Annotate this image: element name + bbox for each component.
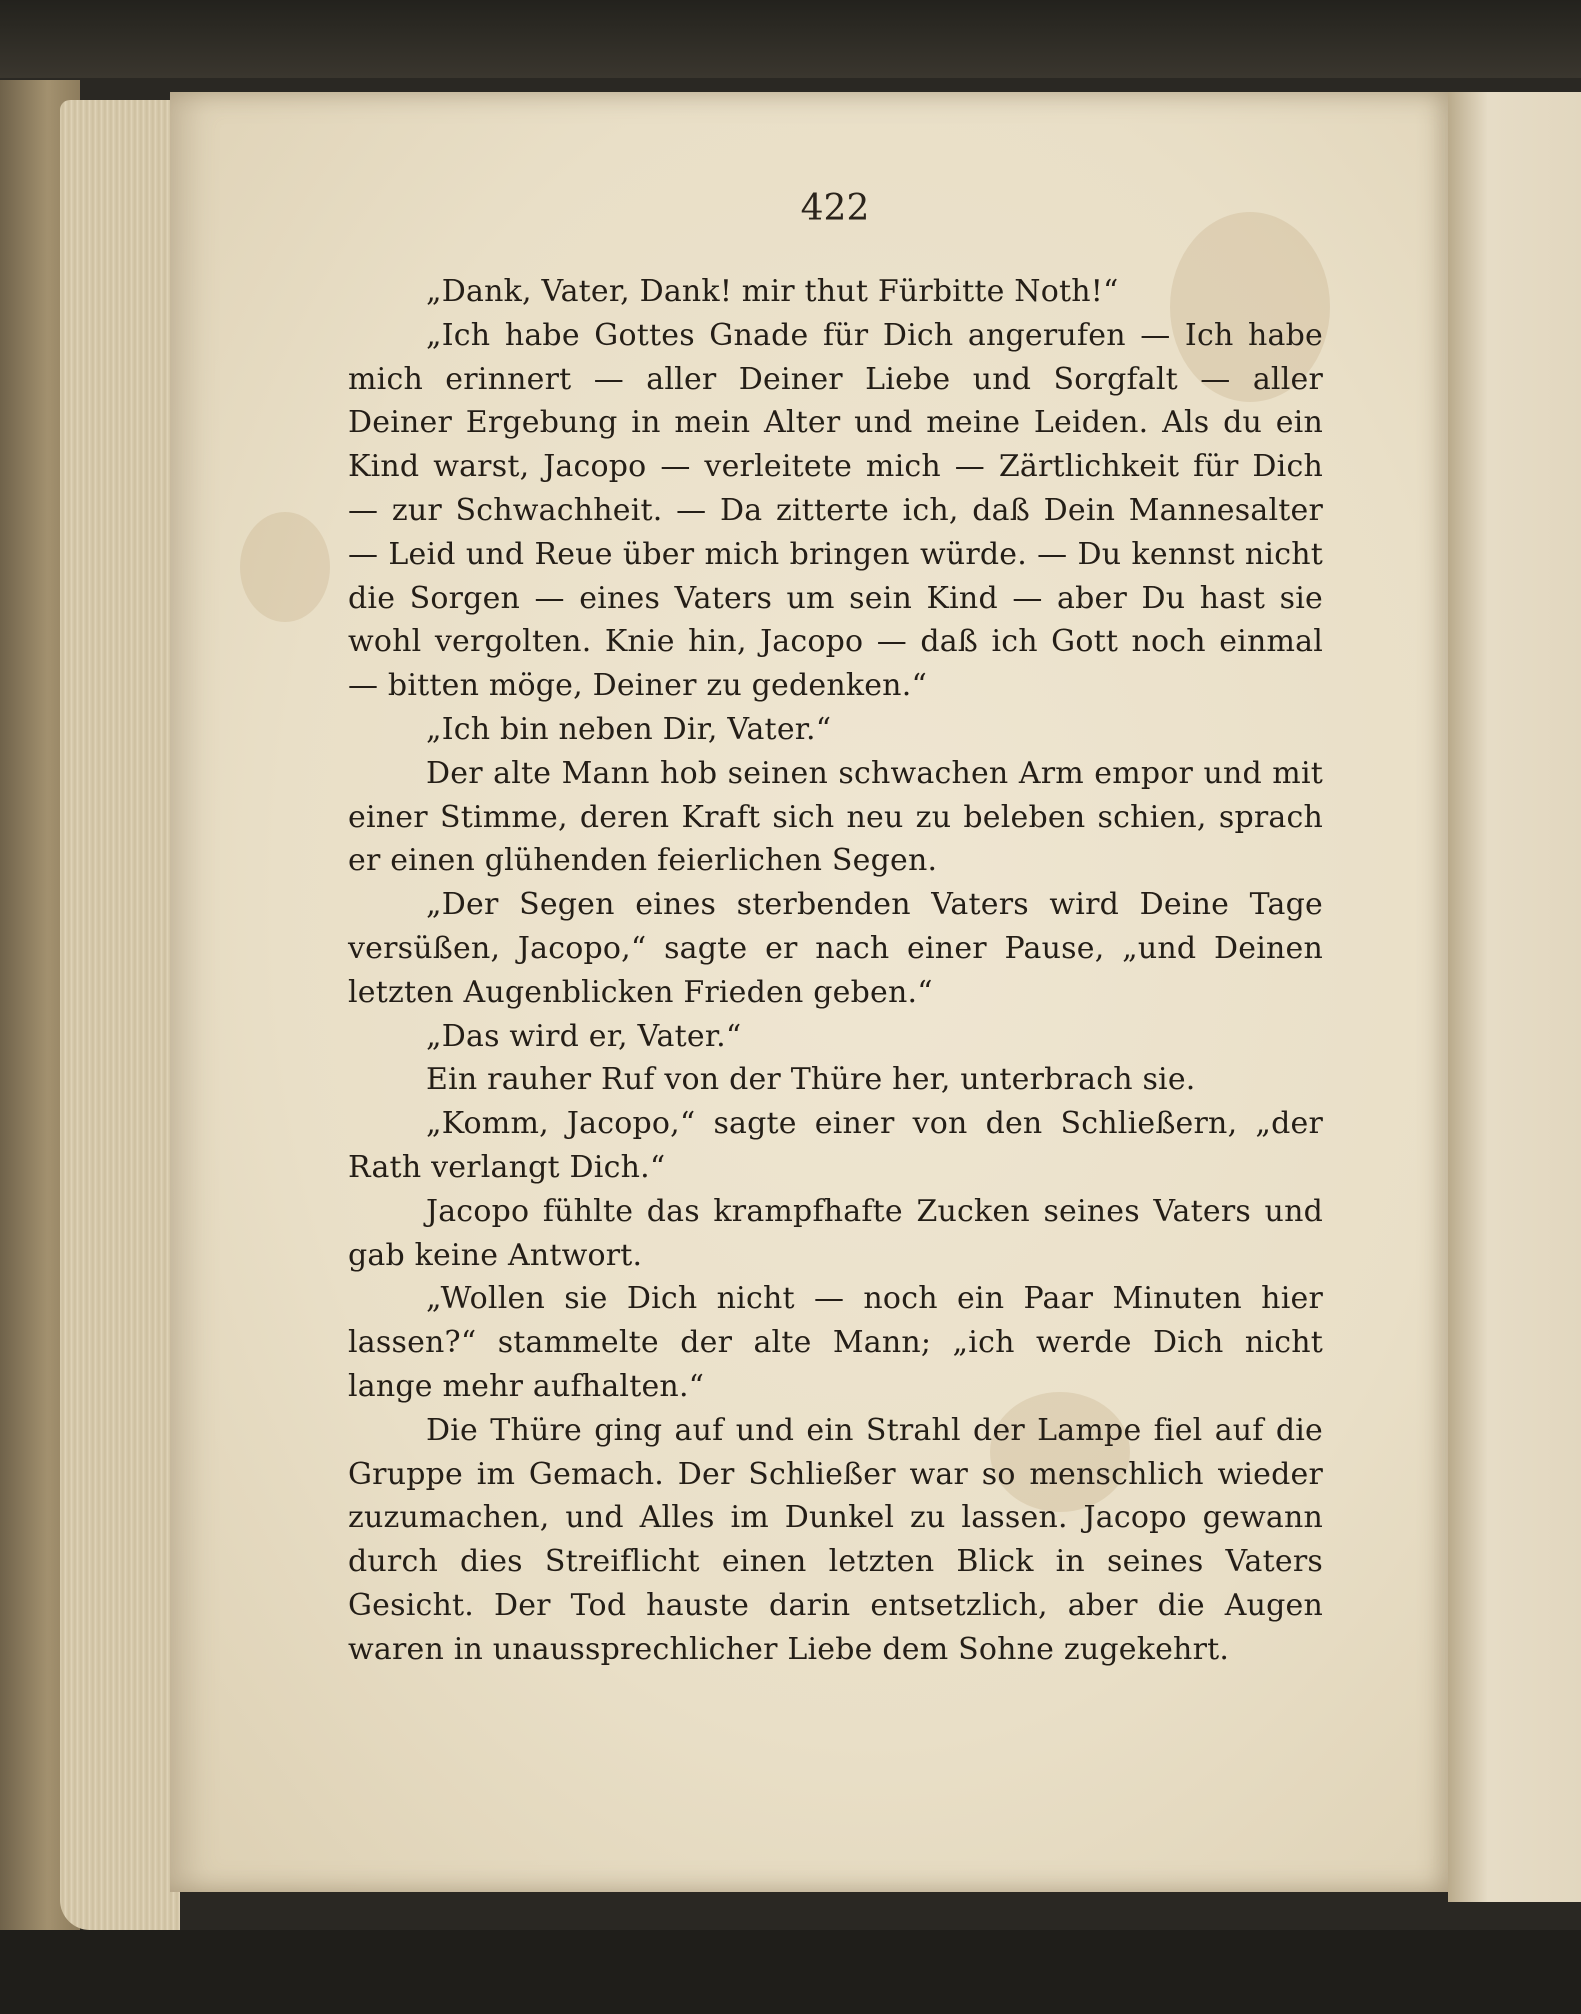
scan-background-bottom [0,1930,1581,2014]
paper-stain [240,512,330,622]
paragraph: „Ich bin neben Dir, Vater.“ [426,711,832,747]
scan-background-top [0,0,1581,78]
left-page-stack [60,100,180,1930]
page-text [348,270,1323,1672]
page-number: 422 [800,188,870,229]
paragraph: „Der Segen eines sterbenden Vaters wird Deine Tage versüßen, Jacopo,“ sagte er nach einer Pause, „und Deinen letzten Augenblicken Frieden geben.“ [348,887,1323,1010]
right-page-edge [1448,92,1581,1902]
paragraph: „Dank, Vater, Dank! mir thut Fürbitte Noth!“ [426,274,1119,309]
paragraph: „Komm, Jacopo,“ sagte einer von den Schließern, „der Rath verlangt Dich.“ [348,1106,1323,1185]
paragraph: Die Thüre ging auf und ein Strahl der Lampe fiel auf die Gruppe im Gemach. Der Schließer war so menschlich wieder zuzumachen, und Alles im Dunkel zu lassen. Jacopo gewann durch dies Streiflicht einen letzten Blick in seines Vaters Gesicht. Der Tod hauste darin entsetzlich, aber die Augen waren in unaussprechlicher Liebe dem Sohne zugekehrt. [348,1412,1323,1667]
paragraph: Ein rauher Ruf von der Thüre her, unterbrach sie. [426,1062,1196,1098]
paragraph: Der alte Mann hob seinen schwachen Arm empor und mit einer Stimme, deren Kraft sich neu zu beleben schien, sprach er einen glühenden feierlichen Segen. [348,755,1323,879]
paragraph: Jacopo fühlte das krampfhafte Zucken seines Vaters und gab keine Antwort. [348,1193,1323,1273]
paragraph: „Wollen sie Dich nicht — noch ein Paar Minuten hier lassen?“ stammelte der alte Mann; „ich werde Dich nicht lange mehr aufhalten.“ [348,1281,1323,1404]
paragraph: „Ich habe Gottes Gnade für Dich angerufen — Ich habe mich erinnert — aller Deiner Liebe und Sorgfalt — aller Deiner Ergebung in mein Alter und meine Leiden. Als du ein Kind warst, Jacopo — verleitete mich — Zärtlichkeit für Dich — zur Schwachheit. — Da zitterte ich, daß Dein Mannesalter — Leid und Reue über mich bringen würde. — Du kennst nicht die Sorgen — eines Vaters um sein Kind — aber Du hast sie wohl vergolten. Knie hin, Jacopo — daß ich Gott noch einmal — bitten möge, Deiner zu gedenken.“ [348,317,1323,704]
paragraph: „Das wird er, Vater.“ [426,1018,742,1054]
